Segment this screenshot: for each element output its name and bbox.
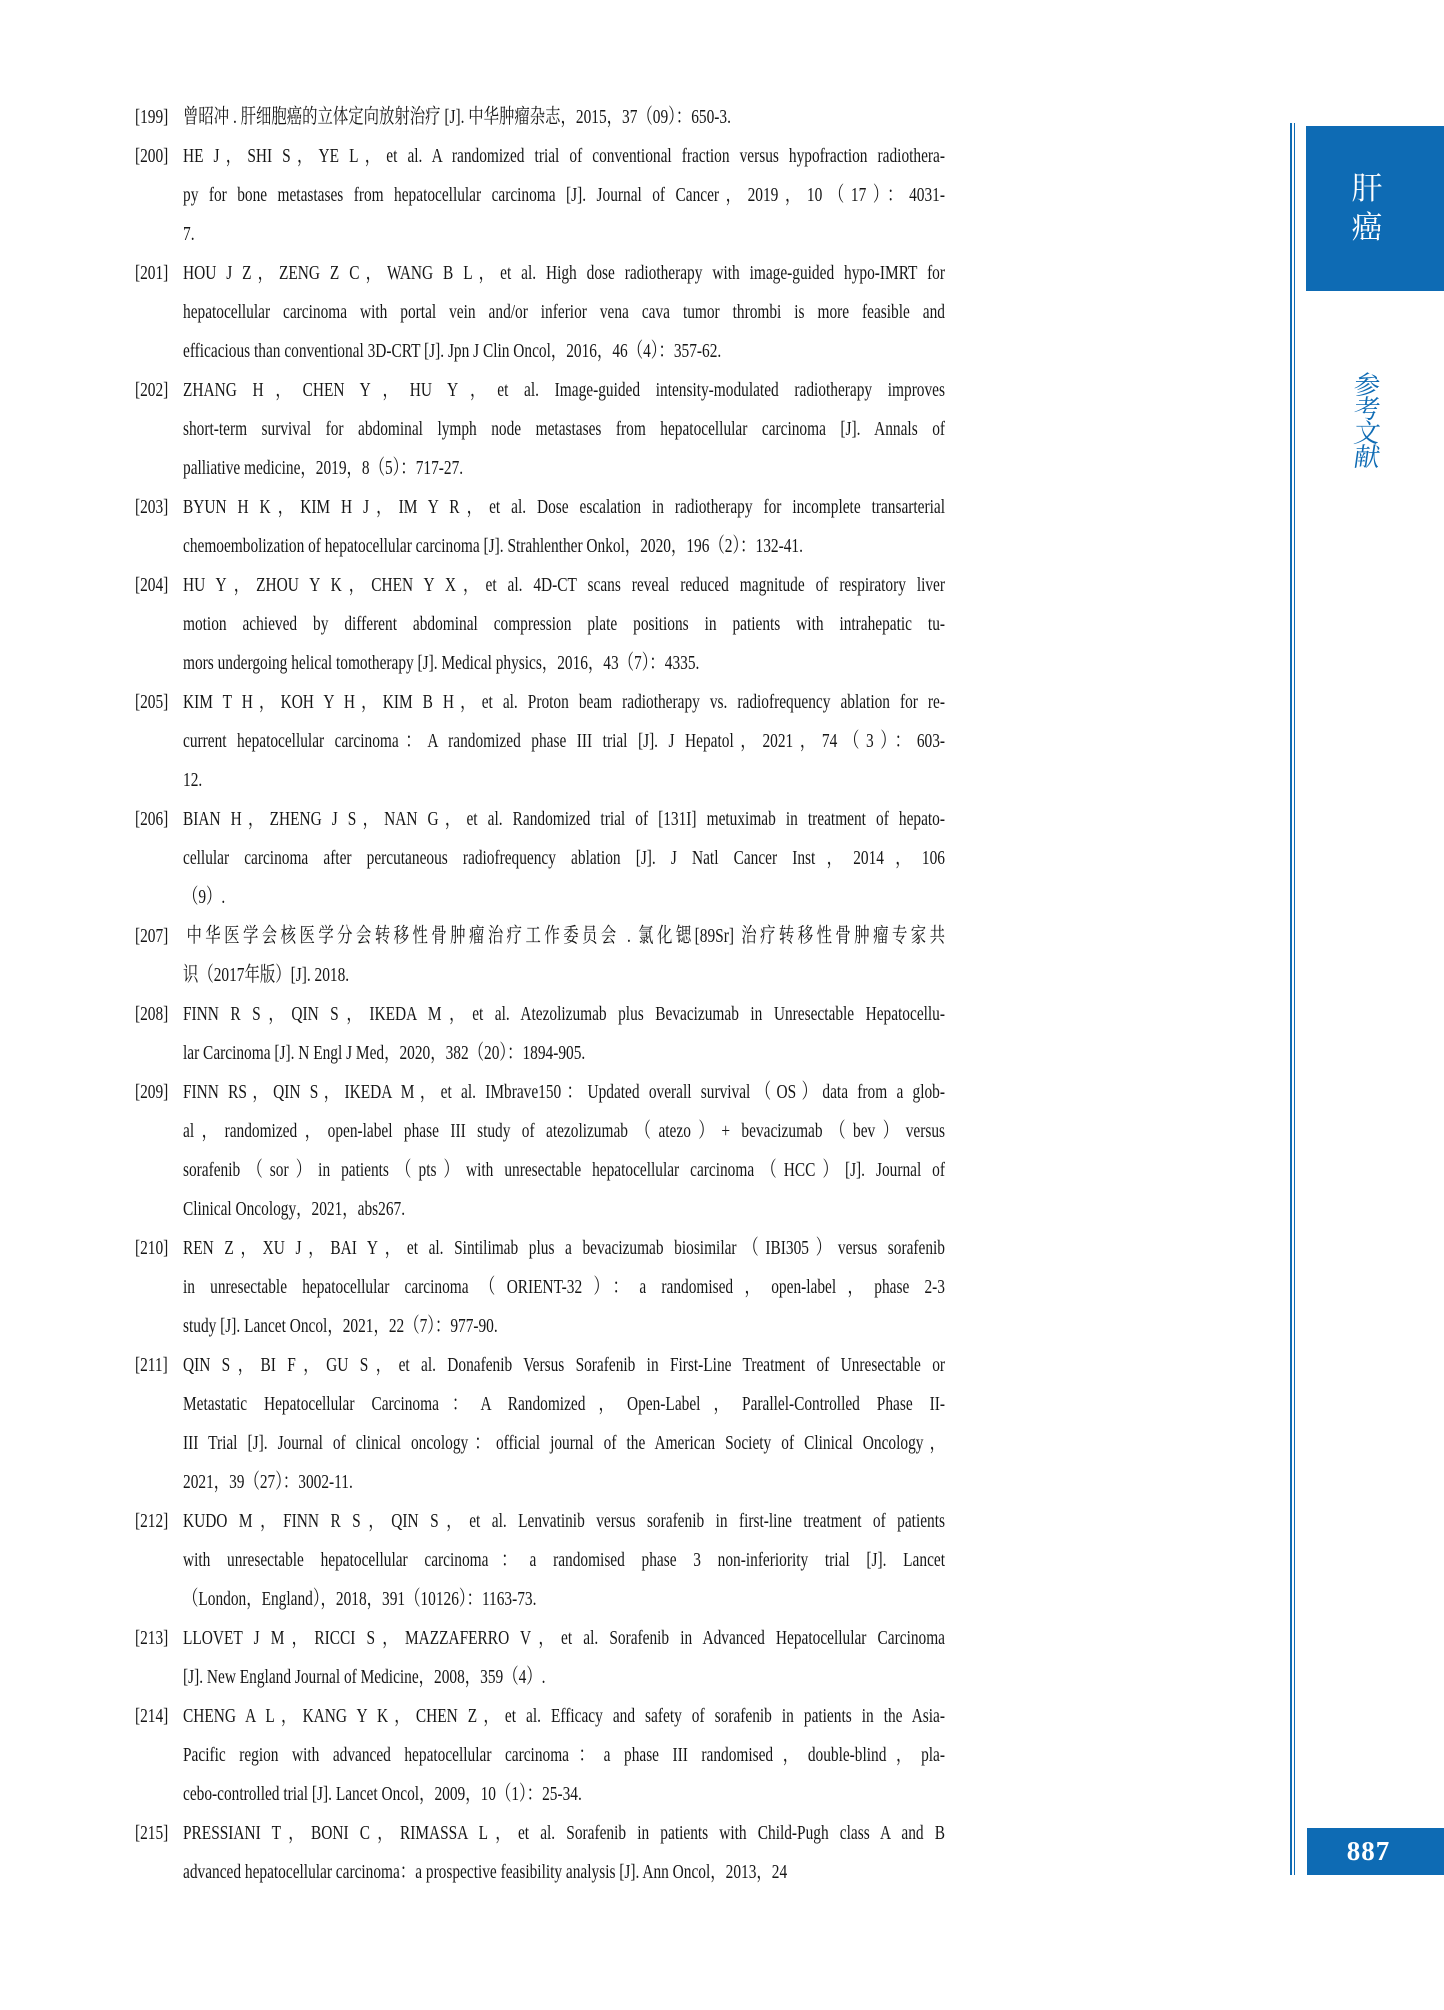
reference-line: palliative medicine，2019，8（5）：717-27. — [183, 457, 464, 479]
reference-line: short-term survival for abdominal lymph node metastases from hepatocellular carcinoma [J]. Annals of — [183, 418, 945, 440]
section-label — [1306, 371, 1444, 472]
reference-number: [209] — [135, 1081, 169, 1103]
reference-line: [205] KIM T H，KOH Y H，KIM B H，et al. Proton beam radiotherapy vs. radiofrequency ablation for re- — [135, 683, 945, 722]
reference-number: [211] — [135, 1354, 168, 1376]
reference-line: sorafenib（sor）in patients（pts）with unresectable hepatocellular carcinoma（HCC）[J]. Journal of — [183, 1159, 945, 1181]
reference-line: mors undergoing helical tomotherapy [J]. Medical physics，2016，43（7）：4335. — [183, 652, 700, 674]
reference-line: py for bone metastases from hepatocellular carcinoma [J]. Journal of Cancer，2019，10（17）：4031- — [183, 184, 945, 206]
reference-line: [212] KUDO M，FINN R S，QIN S，et al. Lenvatinib versus sorafenib in first-line treatment of patients — [135, 1502, 945, 1541]
reference-line: lar Carcinoma [J]. N Engl J Med，2020，382（20）：1894-905. — [183, 1042, 586, 1064]
reference-number: [206] — [135, 808, 169, 830]
page-number: 887 — [1346, 1836, 1391, 1866]
reference-line: III Trial [J]. Journal of clinical oncology：official journal of the American Society of Clinical Oncology， — [183, 1432, 945, 1454]
reference-line: in unresectable hepatocellular carcinoma（ORIENT-32）：a randomised，open-label，phase 2-3 — [183, 1276, 945, 1298]
reference-line: [200] HE J，SHI S，YE L，et al. A randomized trial of conventional fraction versus hypofraction radiothera- — [135, 137, 945, 176]
reference-line: cellular carcinoma after percutaneous radiofrequency ablation [J]. J Natl Cancer Inst，2014，106 — [183, 847, 945, 869]
reference-number: [205] — [135, 691, 169, 713]
reference-number: [214] — [135, 1705, 169, 1727]
reference-line: [202] ZHANG H，CHEN Y，HU Y，et al. Image-guided intensity-modulated radiotherapy improves — [135, 371, 945, 410]
reference-line: [210] REN Z，XU J，BAI Y，et al. Sintilimab plus a bevacizumab biosimilar（IBI305）versus sorafenib — [135, 1229, 945, 1268]
reference-line: [204] HU Y，ZHOU Y K，CHEN Y X，et al. 4D-CT scans reveal reduced magnitude of respiratory liver — [135, 566, 945, 605]
reference-line: hepatocellular carcinoma with portal vein and/or inferior vena cava tumor thrombi is more feasible and — [183, 301, 945, 323]
reference-line: [J]. New England Journal of Medicine，2008，359（4）. — [183, 1666, 546, 1688]
reference-number: [212] — [135, 1510, 169, 1532]
reference-line: Pacific region with advanced hepatocellular carcinoma：a phase III randomised，double-blind，pla- — [183, 1744, 945, 1766]
reference-line: study [J]. Lancet Oncol，2021，22（7）：977-90. — [183, 1315, 498, 1337]
reference-line: chemoembolization of hepatocellular carcinoma [J]. Strahlenther Onkol，2020，196（2）：132-41. — [183, 535, 803, 557]
chapter-tab — [1306, 126, 1444, 291]
reference-number: [213] — [135, 1627, 169, 1649]
reference-line: [207] 中华医学会核医学分会转移性骨肿瘤治疗工作委员会 . 氯化锶[89Sr] 治疗转移性骨肿瘤专家共 — [135, 917, 945, 956]
reference-number: [203] — [135, 496, 169, 518]
reference-line: advanced hepatocellular carcinoma：a prospective feasibility analysis [J]. Ann Oncol，2013，24 — [183, 1861, 788, 1883]
vertical-char: 考 — [1352, 395, 1383, 424]
reference-number: [199] — [135, 106, 169, 128]
references-list — [135, 98, 945, 1892]
vertical-char: 参 — [1352, 371, 1383, 400]
sidebar-rule — [1290, 123, 1295, 1875]
reference-line: cebo-controlled trial [J]. Lancet Oncol，2009，10（1）：25-34. — [183, 1783, 582, 1805]
vertical-char: 癌 — [1351, 209, 1383, 245]
reference-number: [210] — [135, 1237, 169, 1259]
reference-line: 识（2017年版）[J]. 2018. — [183, 964, 350, 986]
reference-line: [208] FINN R S，QIN S，IKEDA M，et al. Atezolizumab plus Bevacizumab in Unresectable Hepatocellu- — [135, 995, 945, 1034]
reference-number: [204] — [135, 574, 169, 596]
reference-number: [215] — [135, 1822, 169, 1844]
reference-line: （9）. — [183, 886, 226, 908]
reference-line: 2021，39（27）：3002-11. — [183, 1471, 353, 1493]
reference-line: [203] BYUN H K，KIM H J，IM Y R，et al. Dose escalation in radiotherapy for incomplete transarterial — [135, 488, 945, 527]
reference-line: [215] PRESSIANI T，BONI C，RIMASSA L，et al. Sorafenib in patients with Child-Pugh class A and B — [135, 1814, 945, 1853]
reference-line: Metastatic Hepatocellular Carcinoma：A Randomized，Open-Label，Parallel-Controlled Phase II- — [183, 1393, 945, 1415]
page-number-badge — [1307, 1828, 1444, 1875]
reference-line: 12. — [183, 769, 203, 791]
reference-line: efficacious than conventional 3D-CRT [J]. Jpn J Clin Oncol，2016，46（4）：357-62. — [183, 340, 722, 362]
reference-number: [202] — [135, 379, 169, 401]
reference-line: motion achieved by different abdominal compression plate positions in patients with intrahepatic tu- — [183, 613, 945, 635]
reference-line: [199] 曾昭冲 . 肝细胞癌的立体定向放射治疗 [J]. 中华肿瘤杂志，2015，37（09）：650-3. — [135, 98, 945, 137]
reference-number: [201] — [135, 262, 169, 284]
reference-line: [206] BIAN H，ZHENG J S，NAN G，et al. Randomized trial of [131I] metuximab in treatment of hepato- — [135, 800, 945, 839]
reference-line: al，randomized，open-label phase III study of atezolizumab（atezo）+ bevacizumab（bev）versus — [183, 1120, 945, 1142]
reference-line: 7. — [183, 223, 195, 245]
reference-line: current hepatocellular carcinoma：A randomized phase III trial [J]. J Hepatol，2021，74（3）：603- — [183, 730, 945, 752]
vertical-char: 肝 — [1351, 170, 1383, 206]
reference-number: [200] — [135, 145, 169, 167]
reference-number: [208] — [135, 1003, 169, 1025]
reference-line: [201] HOU J Z，ZENG Z C，WANG B L，et al. High dose radiotherapy with image-guided hypo-IMRT for — [135, 254, 945, 293]
vertical-char: 献 — [1352, 443, 1383, 472]
reference-line: （London，England），2018，391（10126）：1163-73. — [183, 1588, 537, 1610]
reference-line: [209] FINN RS，QIN S，IKEDA M，et al. IMbrave150：Updated overall survival（OS）data from a glob- — [135, 1073, 945, 1112]
reference-line: with unresectable hepatocellular carcinoma：a randomised phase 3 non-inferiority trial [J]. Lancet — [183, 1549, 945, 1571]
reference-line: Clinical Oncology，2021，abs267. — [183, 1198, 406, 1220]
vertical-char: 文 — [1352, 419, 1383, 448]
reference-number: [207] — [135, 925, 169, 947]
reference-line: [214] CHENG A L，KANG Y K，CHEN Z，et al. Efficacy and safety of sorafenib in patients in the Asia- — [135, 1697, 945, 1736]
reference-line: [211] QIN S，BI F，GU S，et al. Donafenib Versus Sorafenib in First-Line Treatment of Unresectable or — [135, 1346, 945, 1385]
reference-line: [213] LLOVET J M，RICCI S，MAZZAFERRO V，et al. Sorafenib in Advanced Hepatocellular Carcinoma — [135, 1619, 945, 1658]
